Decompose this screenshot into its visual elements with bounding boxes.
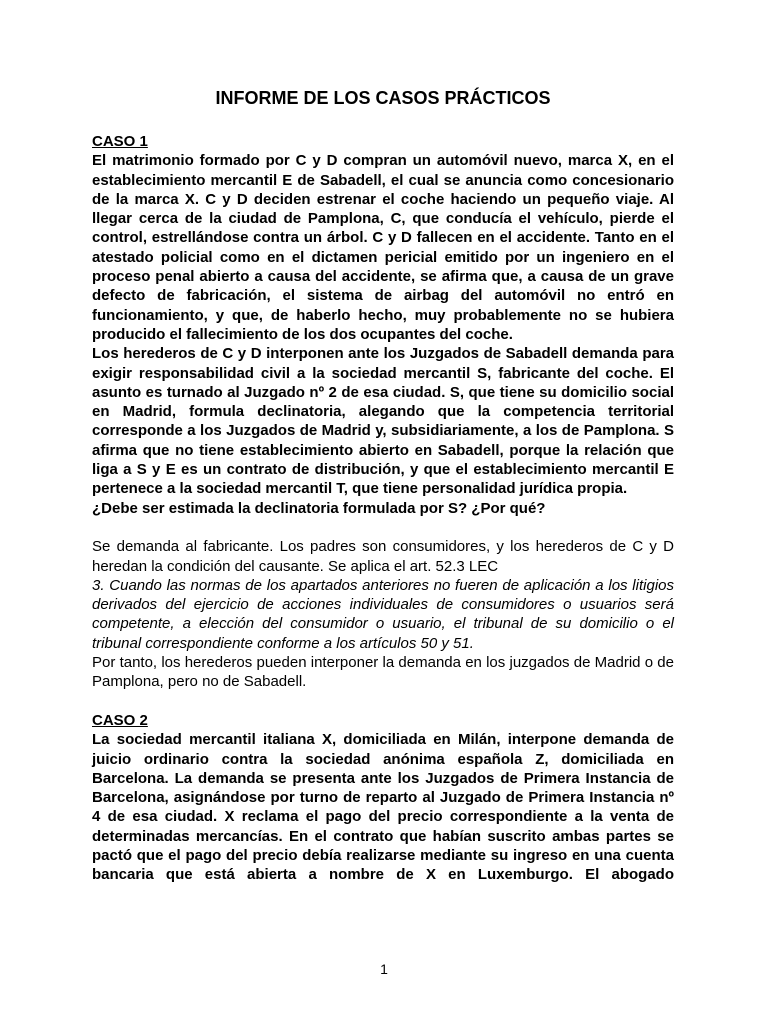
case-1-section — [92, 132, 674, 692]
case-1-statement-paragraph-2: Los herederos de C y D interponen ante los Juzgados de Sabadell demanda para exigir responsabilidad civil a la sociedad mercantil S, fabricante del coche. El asunto es turnado al Juzgado nº 2 de esa ciudad. S, que tiene su domicilio social en Madrid, formula declinatoria, alegando que la competencia territorial corresponde a los Juzgados de Madrid y, subsidiariamente, a los de Pamplona. S afirma que no tiene establecimiento abierto en Sabadell, porque la relación que liga a S y E es un contrato de distribución, y que el establecimiento mercantil E pertenece a la sociedad mercantil T, que tiene personalidad jurídica propia. — [92, 345, 674, 498]
case-1-law-quote: 3. Cuando las normas de los apartados anteriores no fueren de aplicación a los litigios derivados del ejercicio de acciones individuales de consumidores o usuarios será competente, a elección del consumidor o usuario, el tribunal de su domicilio o el tribunal correspondiente conforme a los artículos 50 y 51. — [92, 576, 674, 652]
page-number: 1 — [380, 961, 388, 977]
case-1-answer-paragraph-1: Se demanda al fabricante. Los padres son consumidores, y los herederos de C y D heredan la condición del causante. Se aplica el art. 52.3 LEC — [92, 538, 674, 575]
case-2-heading: CASO 2 — [92, 711, 148, 729]
case-1-statement-paragraph-1: El matrimonio formado por C y D compran un automóvil nuevo, marca X, en el establecimiento mercantil E de Sabadell, el cual se anuncia como concesionario de la marca X. C y D deciden estrenar el coche haciendo un pequeño viaje. Al llegar cerca de la ciudad de Pamplona, C, que conducía el vehículo, pierde el control, estrellándose contra un árbol. C y D fallecen en el accidente. Tanto en el atestado policial como en el dictamen pericial emitido por un ingeniero en el proceso penal abierto a causa del accidente, se afirma que, a causa de un grave defecto de fabricación, el sistema de airbag del automóvil no entró en funcionamiento, y que, de haberlo hecho, muy probablemente no se hubiera producido el fallecimiento de los dos ocupantes del coche. — [92, 152, 674, 343]
case-2-statement-paragraph-1: La sociedad mercantil italiana X, domiciliada en Milán, interpone demanda de juicio ordinario contra la sociedad anónima española Z, domiciliada en Barcelona. La demanda se presenta ante los Juzgados de Primera Instancia de Barcelona, asignándose por turno de reparto al Juzgado de Primera Instancia nº 4 de esa ciudad. X reclama el pago del precio correspondiente a la venta de determinadas mercancías. En el contrato que habían suscrito ambas partes se pactó que el pago del precio debía realizarse mediante su ingreso en una cuenta bancaria que está abierta a nombre de X en Luxemburgo. El abogado — [92, 731, 674, 884]
case-2-section — [92, 711, 674, 885]
paragraph-spacer — [92, 518, 674, 537]
case-1-question: ¿Debe ser estimada la declinatoria formulada por S? ¿Por qué? — [92, 499, 546, 517]
case-1-answer-paragraph-2: Por tanto, los herederos pueden interponer la demanda en los juzgados de Madrid o de Pamplona, pero no de Sabadell. — [92, 654, 674, 691]
case-1-heading: CASO 1 — [92, 133, 148, 150]
document-title: INFORME DE LOS CASOS PRÁCTICOS — [215, 88, 551, 108]
section-spacer — [92, 692, 674, 711]
document-page — [92, 86, 674, 885]
